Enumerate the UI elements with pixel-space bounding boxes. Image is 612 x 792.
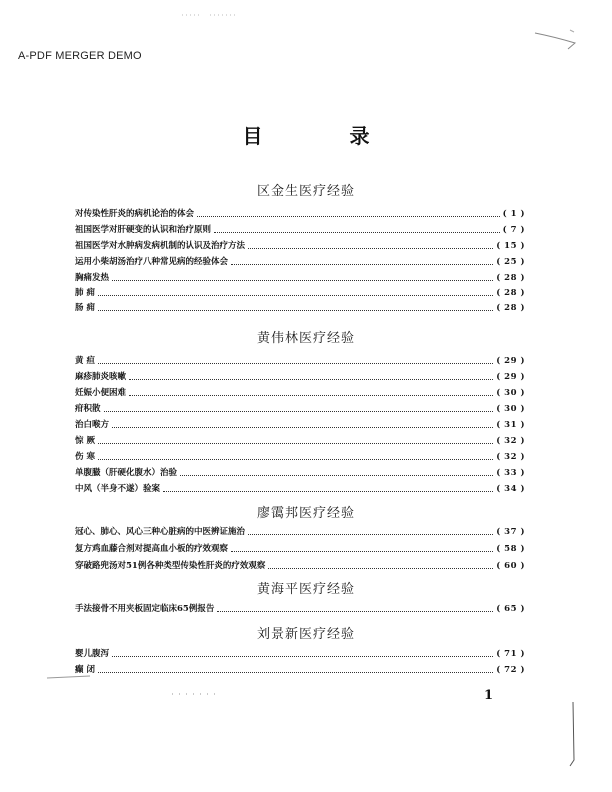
leader-dots <box>197 216 500 217</box>
toc-entry <box>75 285 525 299</box>
leader-dots <box>98 672 493 673</box>
entry-page: ( 31 ) <box>496 420 525 430</box>
leader-dots <box>231 551 493 552</box>
entry-title: 麻疹肺炎咳嗽 <box>75 372 127 382</box>
entry-title: 中风（半身不遂）验案 <box>75 484 161 494</box>
entry-page: ( 37 ) <box>496 527 525 537</box>
toc-entry <box>75 222 525 236</box>
scan-artifact-right-edge <box>566 700 580 770</box>
entry-title: 惊 厥 <box>75 436 95 446</box>
toc-entry <box>75 206 525 220</box>
toc-entry <box>75 238 525 252</box>
toc-entry <box>75 449 525 463</box>
entry-page: ( 29 ) <box>496 372 525 382</box>
toc-entry <box>75 369 525 383</box>
toc-entry <box>75 433 525 447</box>
entry-page: ( 58 ) <box>496 544 525 554</box>
entry-page: ( 30 ) <box>496 388 525 398</box>
toc-entry <box>75 601 525 615</box>
entry-title: 肺 痈 <box>75 288 95 298</box>
entry-page: ( 60 ) <box>496 561 525 571</box>
entry-page: ( 71 ) <box>496 649 525 659</box>
section-heading: 廖霭邦医疗经验 <box>256 506 355 521</box>
leader-dots <box>248 534 493 535</box>
toc-entry <box>75 385 525 399</box>
entry-page: ( 30 ) <box>496 404 525 414</box>
entry-title: 单腹臌（肝硬化腹水）治验 <box>75 468 178 478</box>
toc-entry <box>75 541 525 555</box>
entry-title: 穿破路兜汤对51例各种类型传染性肝炎的疗效观察 <box>75 561 266 571</box>
toc-entry <box>75 417 525 431</box>
toc-entry <box>75 481 525 495</box>
toc-entry <box>75 353 525 367</box>
leader-dots <box>98 295 493 296</box>
entry-title: 伤 寒 <box>75 452 95 462</box>
leader-dots <box>129 395 493 396</box>
entry-title: 癫 闭 <box>75 665 95 675</box>
toc-entry <box>75 465 525 479</box>
leader-dots <box>98 443 493 444</box>
leader-dots <box>112 656 493 657</box>
section-heading: 黄海平医疗经验 <box>256 582 355 597</box>
toc-entry <box>75 401 525 415</box>
leader-dots <box>98 363 493 364</box>
entry-page: ( 32 ) <box>496 452 525 462</box>
leader-dots <box>217 611 493 612</box>
section-heading: 刘景新医疗经验 <box>256 627 355 642</box>
section-heading: 区金生医疗经验 <box>256 184 355 199</box>
page-number: 1 <box>484 688 494 703</box>
entry-title: 黄 疸 <box>75 356 95 366</box>
entry-title: 妊娠小便困难 <box>75 388 127 398</box>
leader-dots <box>163 491 493 492</box>
entry-title: 冠心、肺心、风心三种心脏病的中医辨证施治 <box>75 527 246 537</box>
toc-entry <box>75 524 525 538</box>
entry-page: ( 25 ) <box>496 257 525 267</box>
entry-title: 运用小柴胡汤治疗八种常见病的经验体会 <box>75 257 229 267</box>
entry-page: ( 28 ) <box>496 303 525 313</box>
entry-title: 胸痛发热 <box>75 273 110 283</box>
entry-title: 祖国医学对水肿病发病机制的认识及治疗方法 <box>75 241 246 251</box>
leader-dots <box>104 411 494 412</box>
leader-dots <box>268 568 493 569</box>
leader-dots <box>231 264 493 265</box>
entry-page: ( 28 ) <box>496 273 525 283</box>
toc-entry <box>75 270 525 284</box>
page-title: 目 录 <box>242 124 410 148</box>
toc-entry <box>75 662 525 676</box>
leader-dots <box>129 379 493 380</box>
scan-artifact-top-right <box>530 25 590 55</box>
watermark-text: A-PDF MERGER DEMO <box>18 50 142 62</box>
entry-page: ( 29 ) <box>496 356 525 366</box>
entry-page: ( 1 ) <box>502 209 525 219</box>
leader-dots <box>112 280 493 281</box>
toc-entry <box>75 254 525 268</box>
toc-entry <box>75 558 525 572</box>
leader-dots <box>98 459 493 460</box>
leader-dots <box>112 427 493 428</box>
entry-title: 治白喉方 <box>75 420 110 430</box>
entry-page: ( 33 ) <box>496 468 525 478</box>
leader-dots <box>98 310 493 311</box>
entry-page: ( 32 ) <box>496 436 525 446</box>
entry-title: 手法接骨不用夹板固定临床65例报告 <box>75 604 215 614</box>
toc-entry <box>75 300 525 314</box>
entry-page: ( 7 ) <box>502 225 525 235</box>
entry-title: 复方鸡血藤合剂对提高血小板的疗效观察 <box>75 544 229 554</box>
entry-page: ( 15 ) <box>496 241 525 251</box>
entry-page: ( 72 ) <box>496 665 525 675</box>
entry-page: ( 28 ) <box>496 288 525 298</box>
entry-title: 疳积散 <box>75 404 101 414</box>
entry-page: ( 34 ) <box>496 484 525 494</box>
entry-title: 婴儿腹泻 <box>75 649 110 659</box>
section-heading: 黄伟林医疗经验 <box>256 331 355 346</box>
leader-dots <box>248 248 493 249</box>
leader-dots <box>214 232 500 233</box>
scan-artifact-top <box>180 12 240 18</box>
toc-entry <box>75 646 525 660</box>
entry-title: 祖国医学对肝硬变的认识和治疗原则 <box>75 225 212 235</box>
entry-title: 肠 痈 <box>75 303 95 313</box>
entry-page: ( 65 ) <box>496 604 525 614</box>
scan-artifact-bottom <box>170 690 220 698</box>
entry-title: 对传染性肝炎的病机论治的体会 <box>75 209 195 219</box>
leader-dots <box>180 475 493 476</box>
